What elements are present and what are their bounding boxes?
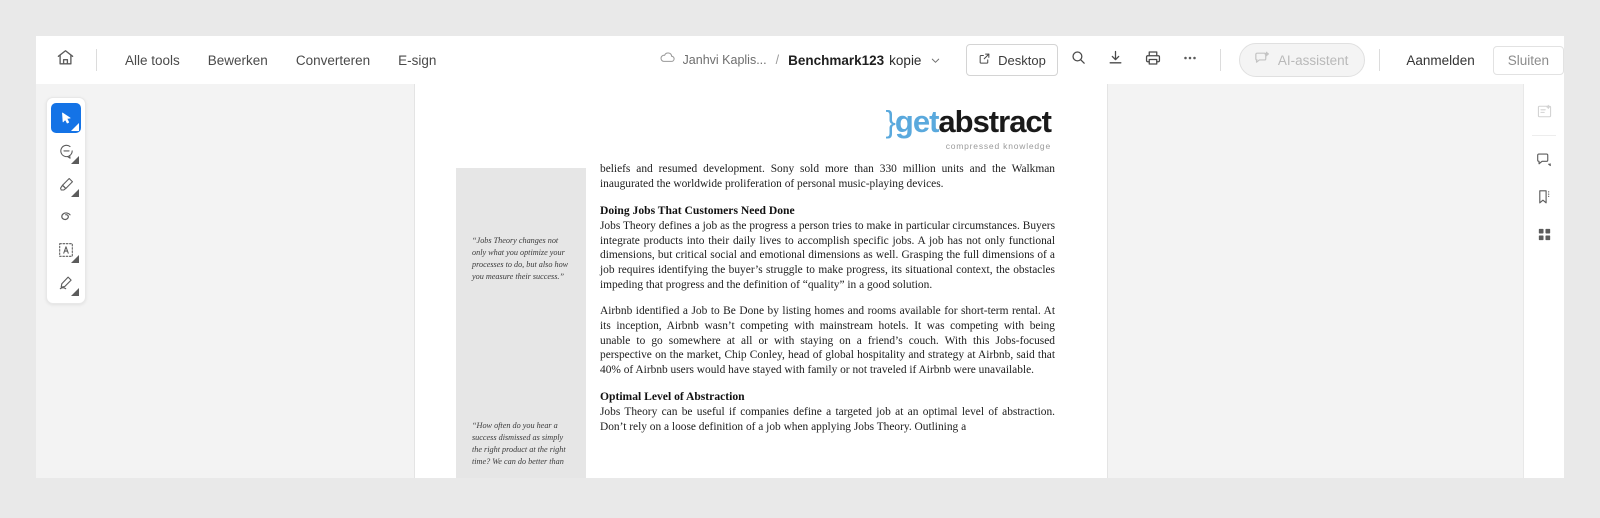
page-body-text	[600, 162, 1055, 446]
more-options-button[interactable]	[1174, 44, 1206, 76]
open-in-desktop-button[interactable]	[966, 44, 1058, 76]
draw-tool[interactable]	[51, 202, 81, 232]
menu-converteren[interactable]: Converteren	[295, 52, 371, 68]
breadcrumb-separator: /	[775, 53, 780, 67]
home-button[interactable]	[48, 43, 82, 77]
header-divider-auth	[1379, 49, 1380, 71]
open-external-icon	[978, 52, 991, 68]
download-button[interactable]	[1100, 44, 1132, 76]
logo-brace: }	[885, 104, 895, 139]
select-tool-caret-icon	[71, 123, 79, 131]
breadcrumb-file-name: Benchmark123	[788, 52, 885, 68]
text-select-tool[interactable]	[51, 235, 81, 265]
search-icon	[1070, 49, 1087, 71]
header-divider-right	[1220, 49, 1221, 71]
pull-quote-1: “Jobs Theory changes not only what you optimize your processes to do, but also how you measure their success.”	[472, 236, 569, 282]
home-icon	[56, 48, 75, 72]
app-header	[36, 36, 1564, 85]
ai-assistant-icon	[1253, 50, 1270, 70]
paragraph-2: Airbnb identified a Job to Be Done by listing homes and rooms available for short-term rental. At its inception, Airbnb wasn’t competing with mainstream hotels. It was competing with being unable to go somewhere at all or with staying on a friend’s couch. With this Jobs-focused perspective on the market, Chip Conley, head of global hospitality and strategy at Airbnb, said that 40% of Airbnb users would have stayed with family or not traveled if Airbnb were unavailable.	[600, 304, 1055, 377]
page-side-column	[456, 168, 586, 478]
right-sidebar	[1523, 84, 1564, 478]
print-icon	[1144, 49, 1162, 72]
header-left-group	[36, 36, 450, 84]
header-divider	[96, 49, 97, 71]
getabstract-logo	[886, 106, 1051, 151]
highlight-tool[interactable]	[51, 169, 81, 199]
ai-assistant-label: AI-assistent	[1277, 52, 1349, 68]
breadcrumb-file-suffix: kopie	[889, 52, 922, 68]
pdf-page	[415, 84, 1107, 478]
header-right-group	[966, 36, 1564, 84]
document-viewer	[36, 84, 1564, 478]
comments-panel-button[interactable]	[1529, 145, 1559, 175]
thumbnails-panel-button[interactable]	[1529, 219, 1559, 249]
section-heading-1: Doing Jobs That Customers Need Done	[600, 203, 795, 217]
breadcrumb-user[interactable]: Janhvi Kaplis...	[682, 53, 767, 67]
right-sidebar-divider	[1532, 135, 1556, 136]
paragraph-1: Jobs Theory defines a job as the progress a person tries to make in particular circumstances. Buyers integrate products into their daily lives to accomplish specific jobs. A job has not only functional dimensions, but critical social and emotional dimensions as well. Grasping the full dimensions of a job requires identifying the buyer’s struggle to make progress, its situational context, the obstacles impeding that progress and the definition of “quality” in a good solution.	[600, 219, 1055, 292]
chevron-down-icon[interactable]	[930, 55, 941, 66]
more-horizontal-icon	[1181, 49, 1199, 72]
logo-get: get	[894, 104, 939, 139]
annotation-toolbar	[46, 97, 86, 304]
signature-tool-caret-icon	[71, 288, 79, 296]
select-tool[interactable]	[51, 103, 81, 133]
comment-tool[interactable]	[51, 136, 81, 166]
cloud-icon	[659, 49, 676, 71]
open-in-desktop-label: Desktop	[998, 52, 1046, 68]
signature-tool[interactable]	[51, 268, 81, 298]
ai-assistant-button[interactable]	[1239, 43, 1366, 77]
comment-tool-caret-icon	[71, 156, 79, 164]
breadcrumb	[659, 49, 942, 71]
menu-esign[interactable]: E-sign	[398, 52, 437, 68]
paragraph-intro: beliefs and resumed development. Sony sold more than 330 million units and the Walkman inaugurated the worldwide proliferation of personal music-playing devices.	[600, 163, 1055, 190]
paragraph-3: Jobs Theory can be useful if companies define a targeted job at an optimal level of abstraction. Don’t rely on a loose definition of a job when applying Jobs Theory. Outlining a	[600, 406, 1055, 433]
logo-abstract: abstract	[938, 104, 1051, 139]
menu-alle-tools[interactable]: Alle tools	[125, 52, 180, 68]
search-button[interactable]	[1063, 44, 1095, 76]
sign-in-button[interactable]: Aanmelden	[1406, 52, 1475, 68]
logo-tagline: compressed knowledge	[945, 141, 1051, 151]
section-heading-2: Optimal Level of Abstraction	[600, 390, 745, 403]
close-button[interactable]: Sluiten	[1493, 46, 1564, 75]
pdf-viewer-window	[36, 36, 1564, 478]
bookmarks-panel-button[interactable]	[1529, 182, 1559, 212]
print-button[interactable]	[1137, 44, 1169, 76]
ai-summary-panel-button[interactable]	[1529, 96, 1559, 126]
highlight-tool-caret-icon	[71, 189, 79, 197]
download-icon	[1107, 49, 1124, 71]
text-select-tool-caret-icon	[71, 255, 79, 263]
menu-bewerken[interactable]: Bewerken	[207, 52, 268, 68]
page-scroll-area[interactable]	[36, 84, 1524, 478]
pull-quote-2: “How often do you hear a success dismissed as simply the right product at the right time? We can do better than	[472, 421, 566, 467]
